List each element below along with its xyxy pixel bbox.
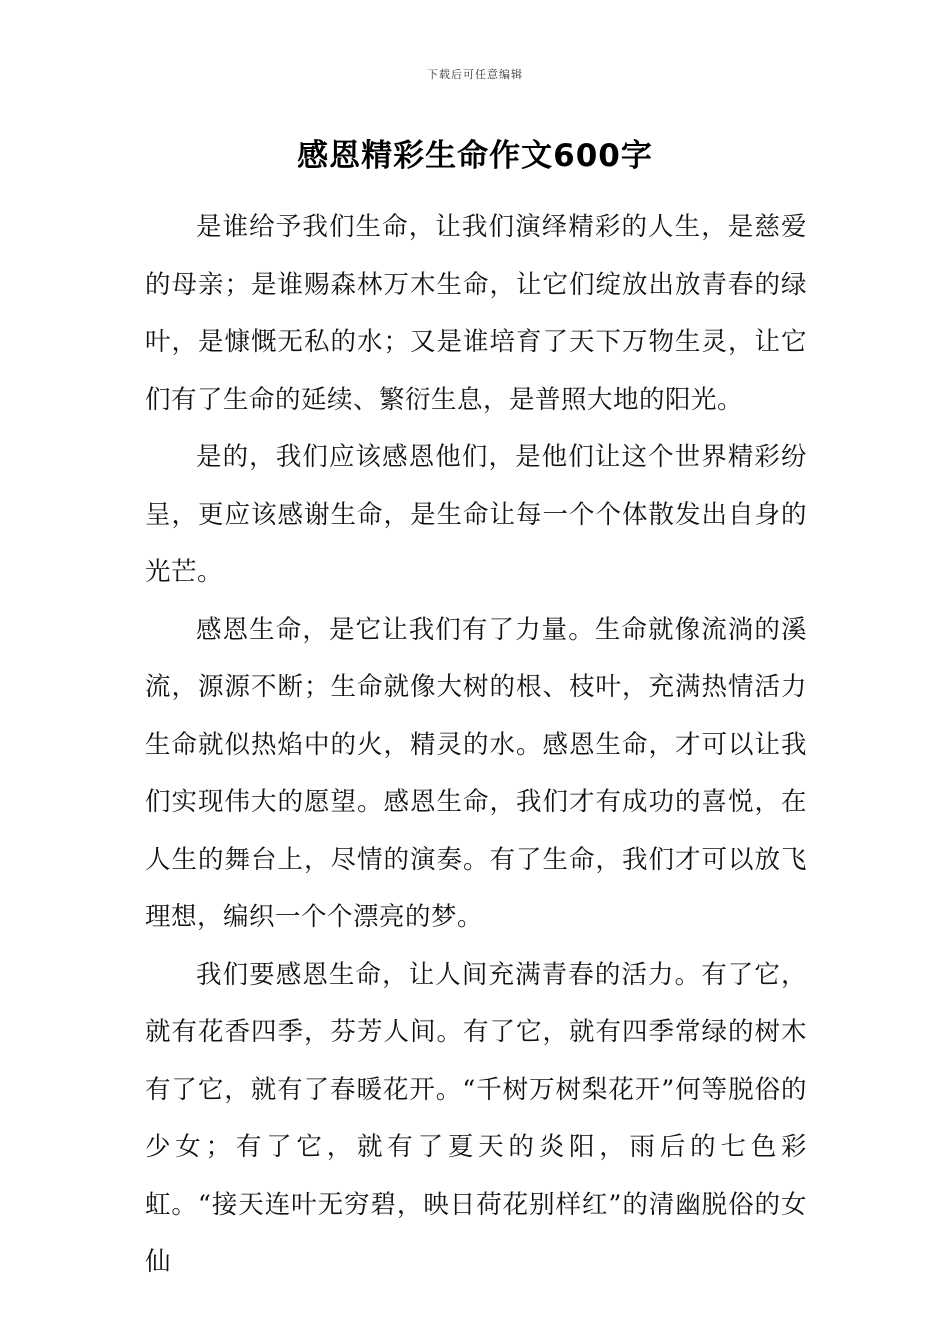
paragraph-3: 感恩生命，是它让我们有了力量。生命就像流淌的溪流，源源不断；生命就像大树的根、枝叶，充满热情活力生命就似热焰中的火，精灵的水。感恩生命，才可以让我们实现伟大的愿望。感恩生命，我们才有成功的喜悦，在人生的舞台上，尽情的演奏。有了生命，我们才可以放飞理想，编织一个个漂亮的梦。 bbox=[145, 614, 807, 932]
paragraph-4: 我们要感恩生命，让人间充满青春的活力。有了它，就有花香四季，芬芳人间。有了它，就有四季常绿的树木有了它，就有了春暖花开。“千树万树梨花开”何等脱俗的少女；有了它，就有了夏天的炎阳，雨后的七色彩虹。“接天连叶无穷碧，映日荷花别样红”的清幽脱俗的女仙 bbox=[145, 959, 807, 1277]
page-title: 感恩精彩生命作文600字 bbox=[297, 138, 653, 174]
paragraph-2: 是的，我们应该感恩他们，是他们让这个世界精彩纷呈，更应该感谢生命，是生命让每一个个体散发出自身的光芒。 bbox=[145, 442, 807, 587]
header-note: 下载后可任意编辑 bbox=[427, 68, 523, 81]
document-body bbox=[145, 199, 807, 1292]
paragraph-1: 是谁给予我们生命，让我们演绎精彩的人生，是慈爱的母亲；是谁赐森林万木生命，让它们绽放出放青春的绿叶，是慷慨无私的水；又是谁培育了天下万物生灵，让它们有了生命的延续、繁衍生息，是普照大地的阳光。 bbox=[145, 212, 807, 415]
